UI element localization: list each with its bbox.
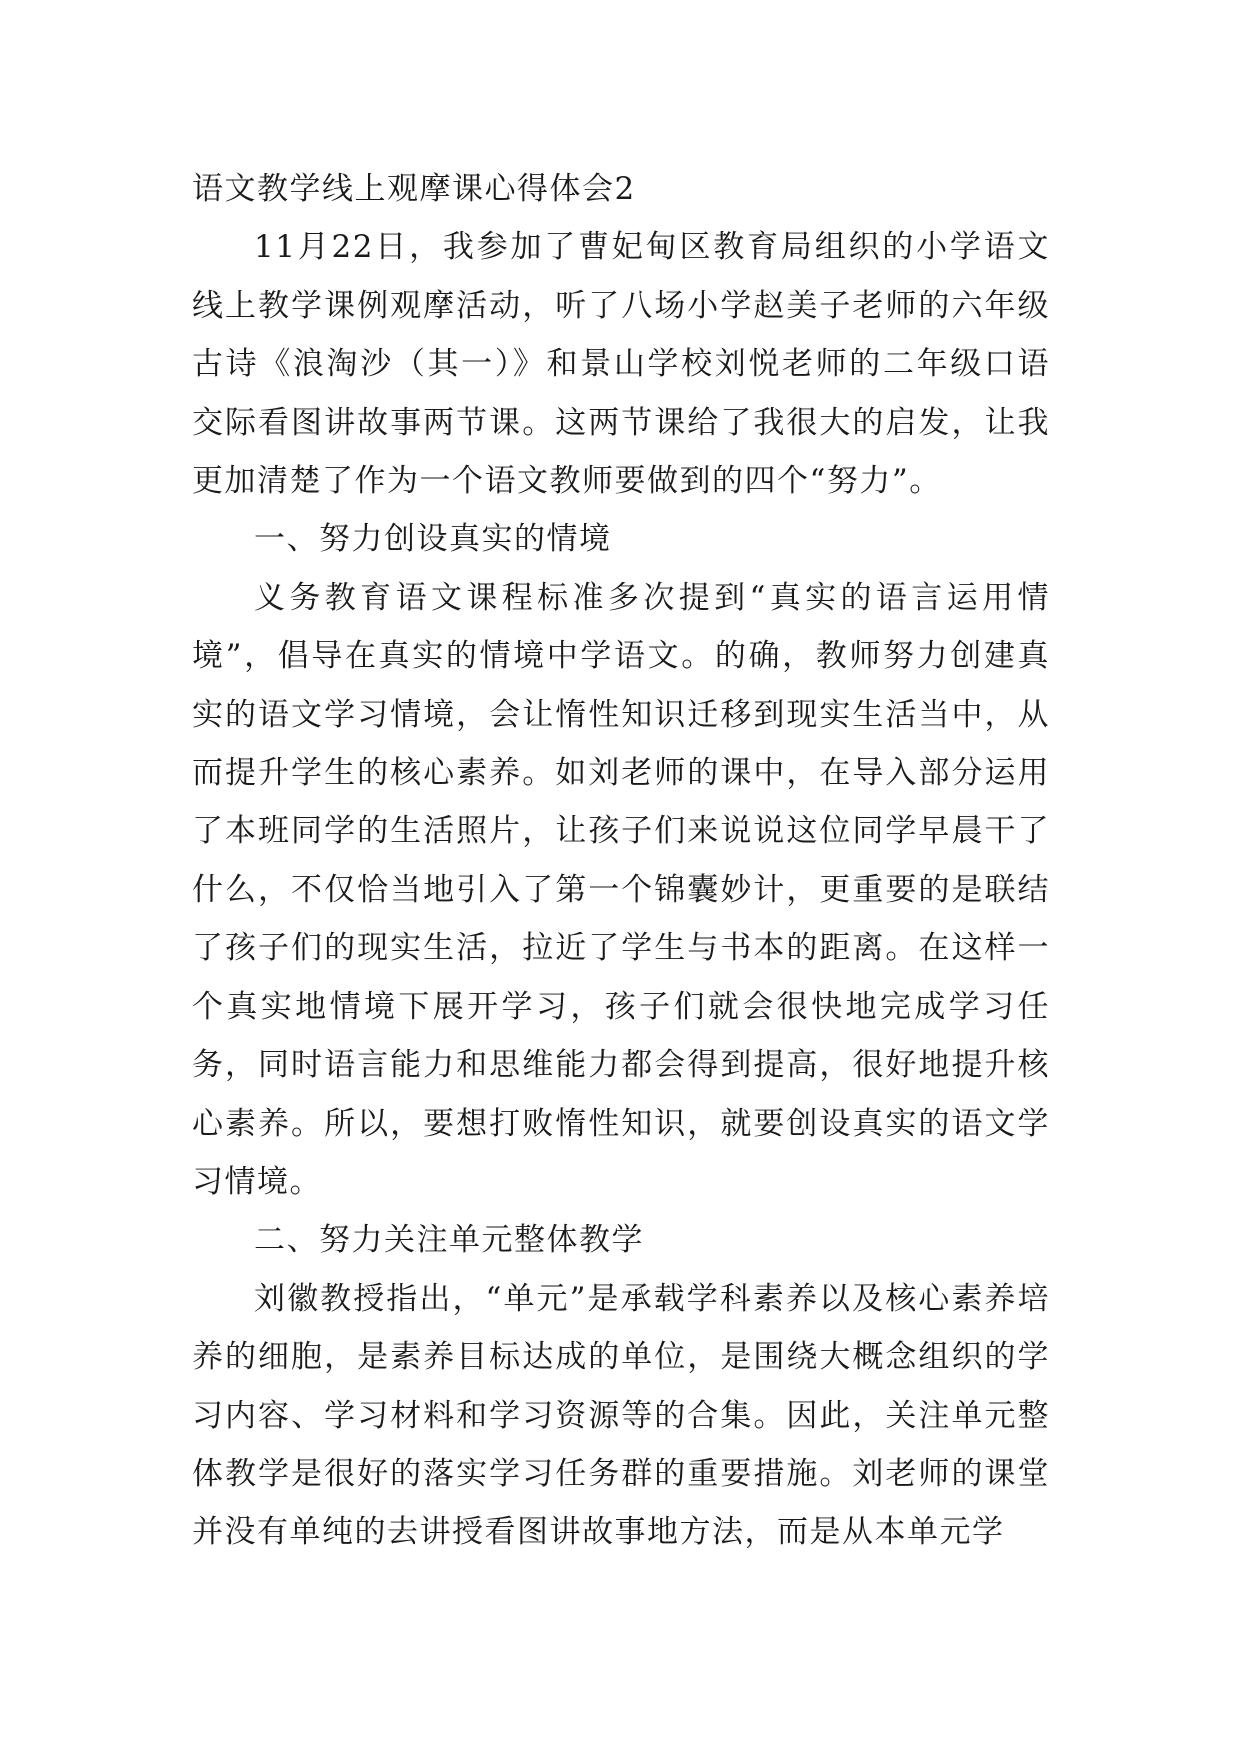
- paragraph-intro: 11月22日，我参加了曹妃甸区教育局组织的小学语文线上教学课例观摩活动，听了八场小学赵美子老师的六年级古诗《浪淘沙（其一）》和景山学校刘悦老师的二年级口语交际看图讲故事两节课。这两节课给了我很大的启发，让我更加清楚了作为一个语文教师要做到的四个“努力”。: [192, 229, 1050, 500]
- document-title: 语文教学线上观摩课心得体会2: [192, 171, 636, 207]
- document-page: [192, 160, 1050, 1562]
- section-heading-1: 一、努力创设真实的情境: [254, 521, 612, 558]
- paragraph-section-2: 刘徽教授指出，“单元”是承载学科素养以及核心素养培养的细胞，是素养目标达成的单位，是围绕大概念组织的学习内容、学习材料和学习资源等的合集。因此，关注单元整体教学是很好的落实学习任务群的重要措施。刘老师的课堂并没有单纯的去讲授看图讲故事地方法，而是从本单元学: [192, 1280, 1050, 1551]
- paragraph-section-1: 义务教育语文课程标准多次提到“真实的语言运用情境”，倡导在真实的情境中学语文。的确，教师努力创建真实的语文学习情境，会让惰性知识迁移到现实生活当中，从而提升学生的核心素养。如刘老师的课中，在导入部分运用了本班同学的生活照片，让孩子们来说说这位同学早晨干了什么，不仅恰当地引入了第一个锦囊妙计，更重要的是联结了孩子们的现实生活，拉近了学生与书本的距离。在这样一个真实地情境下展开学习，孩子们就会很快地完成学习任务，同时语言能力和思维能力都会得到提高，很好地提升核心素养。所以，要想打败惰性知识，就要创设真实的语文学习情境。: [192, 579, 1050, 1200]
- section-heading-2: 二、努力关注单元整体教学: [254, 1222, 644, 1259]
